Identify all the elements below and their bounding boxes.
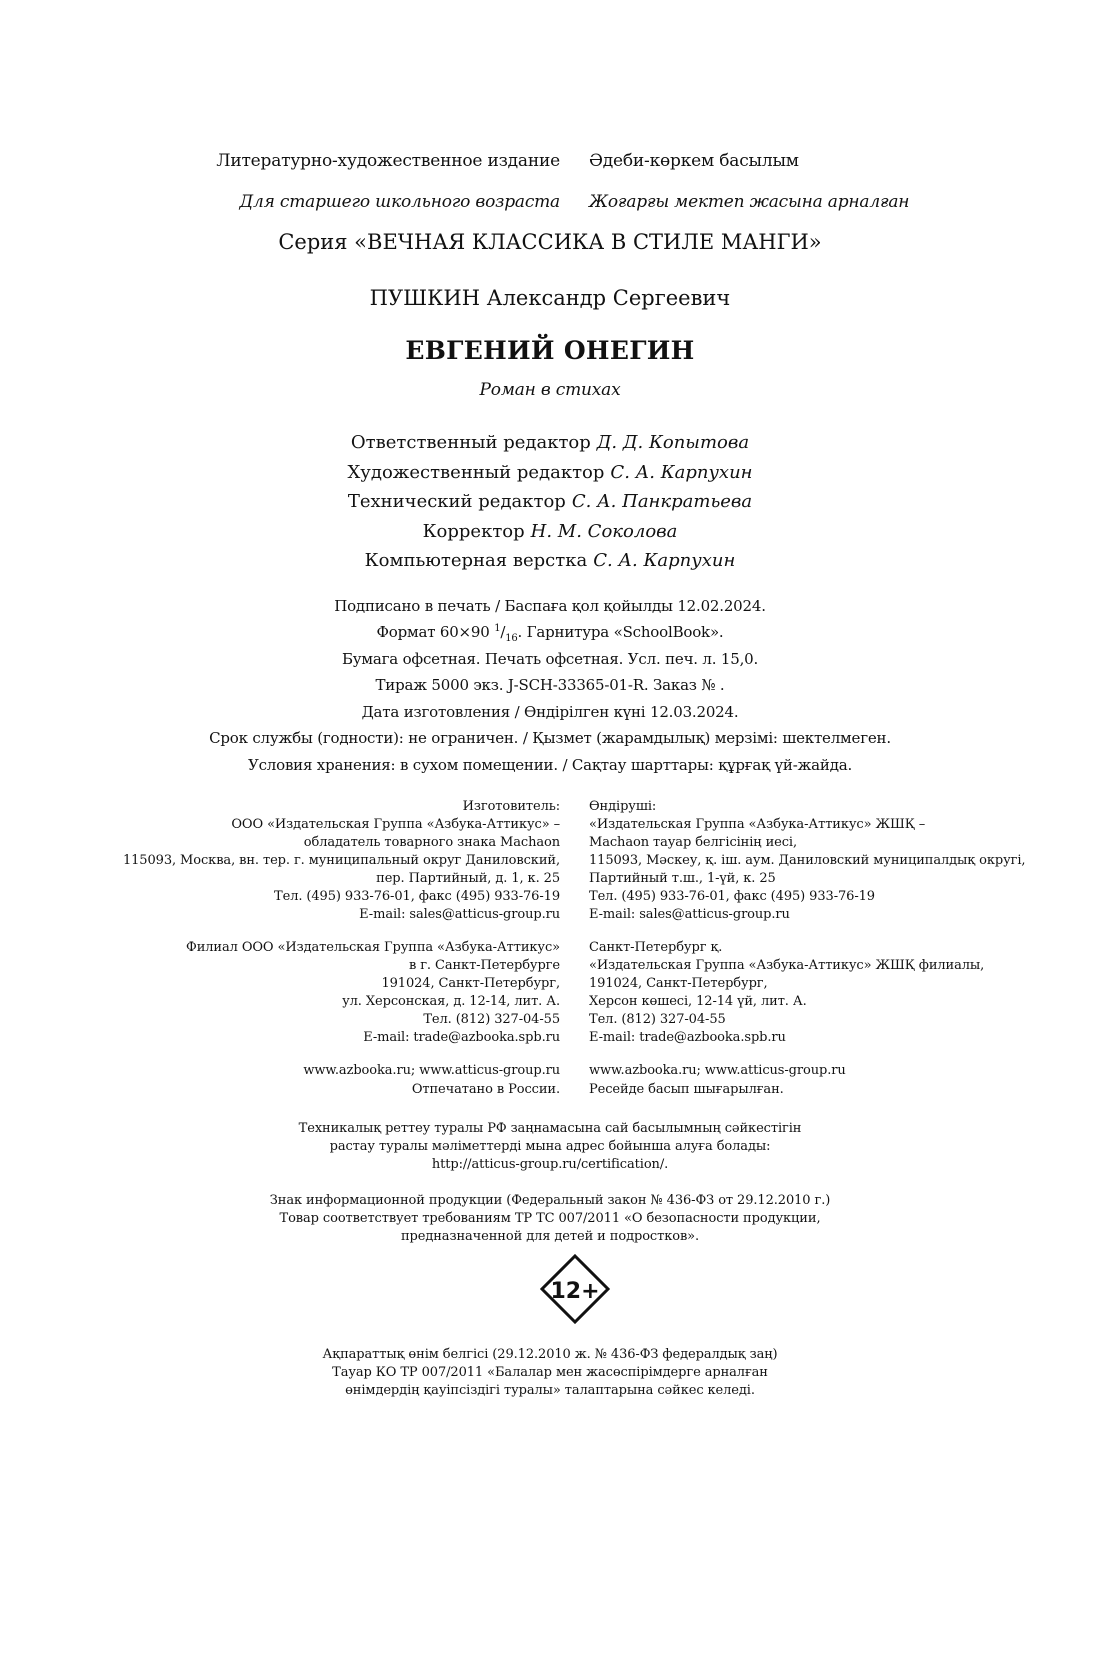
- format-line: Формат 60×90 $^1/_{16}$. Гарнитура «SchoolBook».: [376, 623, 724, 644]
- manufacturer-kz: Өндіруші:: [589, 799, 657, 814]
- storage-line: Условия хранения: в сухом помещении. / Сақтау шарттары: құрғақ үй-жайда.: [247, 756, 853, 774]
- credit-role: Компьютерная верстка: [364, 550, 588, 571]
- info-sign-kz-line: өнімдердің қауіпсіздігі туралы» талаптарына сәйкес келеді.: [345, 1383, 755, 1398]
- paper-line: Бумага офсетная. Печать офсетная. Усл. печ. л. 15,0.: [341, 650, 759, 668]
- manufacturer-ru: пер. Партийный, д. 1, к. 25: [376, 871, 560, 886]
- credit-line: [0, 462, 1100, 483]
- manufacturer-ru: E-mail: sales@atticus-group.ru: [359, 907, 560, 922]
- book-subtitle: Роман в стихах: [479, 380, 621, 400]
- info-sign-ru-line: Товар соответствует требованиям ТР ТС 007/2011 «О безопасности продукции,: [279, 1211, 821, 1226]
- printed-in-kz: Ресейде басып шығарылған.: [589, 1082, 784, 1097]
- credit-person: С. А. Панкратьева: [571, 491, 753, 512]
- service-life-line: Срок службы (годности): не ограничен. / Қызмет (жарамдылық) мерзімі: шектелмеген.: [209, 729, 891, 747]
- credit-person: С. А. Карпухин: [593, 550, 736, 571]
- printed-in-ru: Отпечатано в России.: [411, 1082, 560, 1097]
- age-rating-icon: [540, 1254, 610, 1324]
- credit-person: Д. Д. Копытова: [596, 432, 750, 453]
- credit-line: [0, 521, 1100, 542]
- signed-for-print: Подписано в печать / Баспаға қол қойылды 12.02.2024.: [334, 597, 766, 615]
- branch-ru: Тел. (812) 327-04-55: [423, 1012, 560, 1027]
- branch-ru: E-mail: trade@azbooka.spb.ru: [363, 1030, 560, 1045]
- edition-type-ru: Литературно-художественное издание: [216, 151, 560, 171]
- info-sign-ru-line: предназначенной для детей и подростков».: [400, 1229, 700, 1244]
- credit-role: Технический редактор: [347, 491, 566, 512]
- manufacturer-kz: Тел. (495) 933-76-01, факс (495) 933-76-19: [589, 889, 875, 904]
- branch-kz: Херсон көшесі, 12-14 үй, лит. А.: [589, 994, 807, 1009]
- credit-line: [0, 491, 1100, 512]
- manufacture-date-line: Дата изготовления / Өндірілген күні 12.03.2024.: [361, 703, 739, 721]
- book-title: ЕВГЕНИЙ ОНЕГИН: [405, 336, 695, 365]
- manufacturer-kz: 115093, Мәскеу, қ. іш. аум. Даниловский муниципалдық округі,: [589, 853, 1026, 868]
- author-name: ПУШКИН Александр Сергеевич: [369, 286, 731, 310]
- credit-line: [0, 550, 1100, 571]
- branch-kz: «Издательская Группа «Азбука-Аттикус» ЖШҚ филиалы,: [589, 958, 985, 973]
- age-group-ru: Для старшего школьного возраста: [239, 192, 560, 212]
- credit-person: С. А. Карпухин: [610, 462, 753, 483]
- web-links-ru: www.azbooka.ru; www.atticus-group.ru: [303, 1063, 560, 1078]
- credit-role: Художественный редактор: [347, 462, 605, 483]
- credit-role: Ответственный редактор: [350, 432, 591, 453]
- credit-role: Корректор: [422, 521, 525, 542]
- branch-ru: в г. Санкт-Петербурге: [408, 958, 560, 973]
- manufacturer-ru: 115093, Москва, вн. тер. г. муниципальный округ Даниловский,: [122, 853, 560, 868]
- manufacturer-ru: ООО «Издательская Группа «Азбука-Аттикус» –: [231, 817, 560, 832]
- manufacturer-kz: «Издательская Группа «Азбука-Аттикус» ЖШҚ –: [589, 817, 926, 832]
- info-sign-kz-line: Ақпараттық өнім белгісі (29.12.2010 ж. № 436-ФЗ федералдық заң): [322, 1347, 778, 1362]
- manufacturer-ru: Изготовитель:: [462, 799, 560, 814]
- certification-url: http://atticus-group.ru/certification/.: [431, 1157, 669, 1172]
- certification-line: Техникалық реттеу туралы РФ заңнамасына сай басылымның сәйкестігін: [298, 1121, 802, 1136]
- manufacturer-ru: Тел. (495) 933-76-01, факс (495) 933-76-19: [274, 889, 560, 904]
- age-rating-label: 12+: [550, 1279, 600, 1304]
- info-sign-ru-line: Знак информационной продукции (Федеральный закон № 436-ФЗ от 29.12.2010 г.): [269, 1193, 831, 1208]
- branch-ru: Филиал ООО «Издательская Группа «Азбука-Аттикус»: [186, 940, 560, 955]
- credit-line: [0, 432, 1100, 453]
- series-title: Серия «ВЕЧНАЯ КЛАССИКА В СТИЛЕ МАНГИ»: [278, 230, 822, 254]
- branch-ru: ул. Херсонская, д. 12-14, лит. А.: [342, 994, 560, 1009]
- manufacturer-ru: обладатель товарного знака Machaon: [303, 835, 560, 850]
- info-sign-kz-line: Тауар КО ТР 007/2011 «Балалар мен жасөспірімдерге арналған: [332, 1365, 768, 1380]
- edition-type-kz: Әдеби-көркем басылым: [589, 151, 799, 171]
- branch-ru: 191024, Санкт-Петербург,: [381, 976, 560, 991]
- web-links-kz: www.azbooka.ru; www.atticus-group.ru: [589, 1063, 846, 1078]
- age-group-kz: Жоғарғы мектеп жасына арналған: [589, 192, 910, 212]
- credit-person: Н. М. Соколова: [530, 521, 678, 542]
- manufacturer-kz: E-mail: sales@atticus-group.ru: [589, 907, 790, 922]
- branch-kz: 191024, Санкт-Петербург,: [589, 976, 768, 991]
- manufacturer-kz: Партийный т.ш., 1-үй, к. 25: [589, 871, 776, 886]
- branch-kz: E-mail: trade@azbooka.spb.ru: [589, 1030, 786, 1045]
- print-run-line: Тираж 5000 экз. J-SCH-33365-01-R. Заказ № .: [375, 676, 725, 694]
- manufacturer-kz: Machaon тауар белгісінің иесі,: [589, 835, 797, 850]
- branch-kz: Санкт-Петербург қ.: [589, 940, 723, 955]
- certification-line: растау туралы мәліметтерді мына адрес бойынша алуға болады:: [329, 1139, 771, 1154]
- branch-kz: Тел. (812) 327-04-55: [589, 1012, 726, 1027]
